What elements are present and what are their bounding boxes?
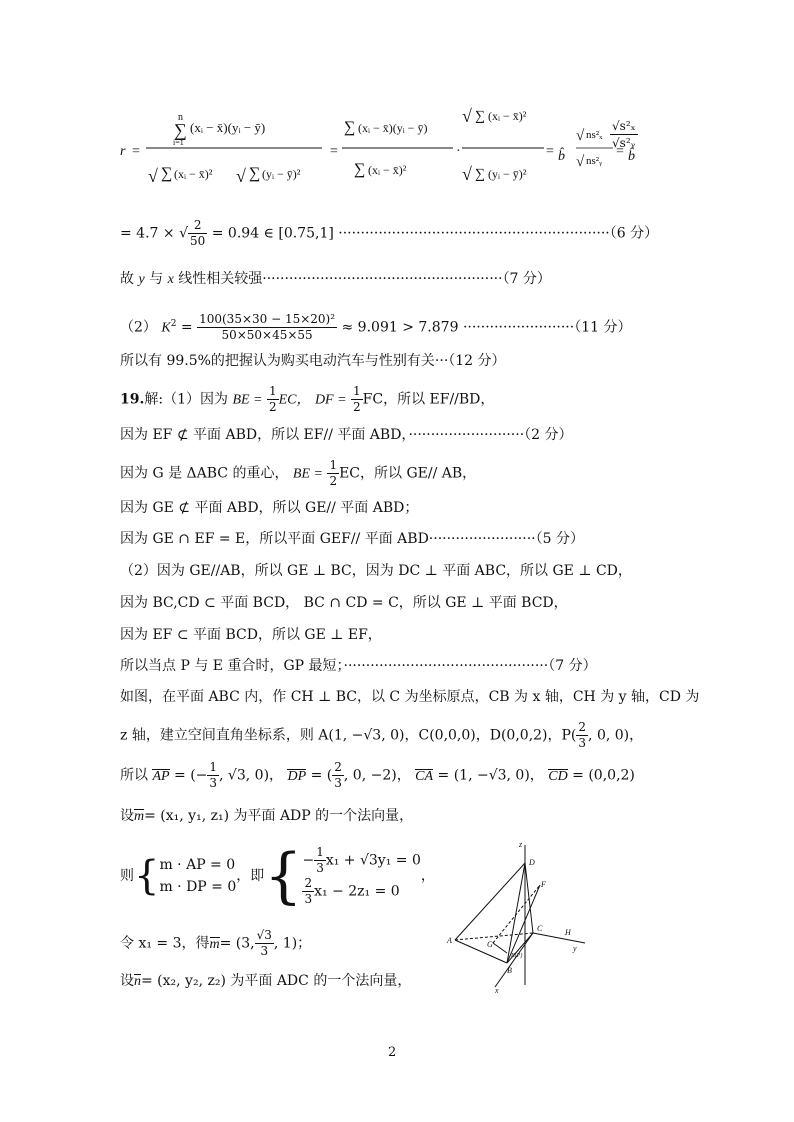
- l19-c: , 1)；: [273, 935, 312, 952]
- l18-b: ，即: [236, 868, 265, 884]
- svg-text:√: √: [148, 166, 158, 186]
- l19-fn: √3: [256, 928, 272, 942]
- line-conclusion: [120, 268, 551, 291]
- line-percent: 所以有 99.5%的把握认为购买电动汽车与性别有关···（12 分）: [120, 353, 506, 369]
- svg-text:√: √: [576, 128, 585, 144]
- l3-score: （11 分）: [574, 319, 632, 336]
- l9-score: （5 分）: [535, 531, 584, 547]
- l5-f2d: 2: [353, 400, 361, 414]
- l5-f2n: 1: [353, 384, 361, 398]
- svg-text:√: √: [462, 106, 472, 126]
- l13-score: （7 分）: [548, 658, 597, 674]
- l3-fraction: [197, 312, 337, 343]
- line-k-squared: （2） $K^2$ = $\frac{\text{100(35×30 − 15×20)²}}{50\times 50\times 45\times 55}$ ≈ 9.091 > 7.879 ·························（11 分）: [120, 312, 632, 342]
- l16-d: = (: [310, 767, 333, 784]
- geometry-figure: [445, 835, 605, 995]
- l15-fd: 3: [578, 736, 587, 750]
- l15-a: z 轴，建立空间直角坐标系，则 A(1, −√3, 0)，C(0,0,0)，D(0,0,2)，P(: [120, 727, 577, 744]
- fig-label-f: F: [541, 880, 546, 889]
- l20-b: = (x₂, y₂, z₂) 为平面 ADC 的一个法向量，: [141, 973, 412, 989]
- line-12: 因为 EF ⊂ 平面 BCD，所以 GE ⊥ EF，: [120, 627, 382, 643]
- line-13: [120, 655, 597, 677]
- l7-frac: [327, 458, 339, 489]
- l15-fn: 2: [578, 720, 587, 734]
- l5-frac-2: [351, 384, 363, 415]
- denominator-x: (xᵢ − x̄)²: [174, 167, 213, 181]
- sum-sign-dy: ∑: [249, 165, 261, 182]
- l3-den: 50×50×45×55: [221, 328, 313, 342]
- line-20: [120, 970, 411, 992]
- l16-c: , √3, 0)，: [219, 767, 284, 784]
- sum-lo: i=1: [173, 138, 184, 147]
- r-symbol: r: [120, 144, 126, 159]
- l16-e: , 0, −2)，: [343, 767, 411, 784]
- l5-e: FC，所以 EF//BD，: [362, 391, 495, 408]
- sum-sign-4: ∑: [475, 109, 485, 124]
- l3-k: K: [161, 320, 171, 336]
- l18-e2: x₁ − 2z₁ = 0: [314, 883, 400, 900]
- denominator-y: (yᵢ − ȳ)²: [262, 167, 301, 181]
- l9-a: 因为 GE ∩ EF = E，所以平面 GEF// 平面 ABD: [120, 531, 429, 547]
- l3-k-sup: 2: [170, 318, 177, 329]
- l18-e1: x₁ + √3y₁ = 0: [325, 852, 421, 869]
- l1-den: 50: [190, 234, 206, 248]
- l18-e2d: 3: [304, 892, 313, 906]
- vec-ca: CA: [415, 768, 434, 784]
- l1-pre: = 4.7 ×: [120, 225, 175, 242]
- sum-sign-dx: ∑: [161, 165, 173, 182]
- vec-dp: DP: [287, 768, 307, 784]
- sum-hi: n: [178, 112, 183, 123]
- l6-dots: ··························: [408, 427, 525, 443]
- l7-a: 因为 G 是 ΔABC 的重心，: [120, 465, 289, 482]
- denominator-y-2: (yᵢ − ȳ)²: [488, 167, 527, 181]
- vec-ap: AP: [152, 768, 170, 784]
- vec-n: n: [134, 974, 141, 989]
- l16-frac-2: [332, 760, 344, 791]
- l18-c: ，: [420, 868, 435, 884]
- l5-frac-1: [267, 384, 279, 415]
- l1-fraction: [188, 218, 207, 249]
- fig-label-h: H: [565, 928, 571, 937]
- l5-a: 解:（1）因为: [144, 391, 228, 408]
- l7-fd: 2: [329, 474, 338, 488]
- line-19: [120, 928, 311, 959]
- line-17: [120, 805, 413, 827]
- l3-dots: ·························: [462, 319, 575, 336]
- l16-f2d: 3: [334, 776, 342, 790]
- l13-a: 所以当点 P 与 E 重合时，GP 最短；: [120, 658, 344, 674]
- numerator-1: (xᵢ − x̄)(yᵢ − ȳ): [190, 120, 266, 135]
- eq-3: =: [546, 144, 554, 159]
- l2-a: 故: [120, 271, 134, 287]
- correlation-formula: [118, 100, 648, 200]
- line-9: [120, 528, 584, 550]
- svg-text:·: ·: [456, 144, 461, 159]
- s-y: s²ᵧ: [619, 136, 636, 150]
- vec-m-2: m: [209, 936, 220, 952]
- l18-e2n: 2: [304, 876, 313, 890]
- question-number: 19.: [120, 391, 145, 408]
- svg-text:√: √: [576, 154, 585, 170]
- l5-d: DF =: [314, 392, 347, 408]
- l15-frac: [576, 720, 588, 751]
- s-ratio: √s²ₓ √s²ᵧ: [612, 119, 636, 150]
- l3-post: ≈ 9.091 > 7.879: [341, 319, 459, 336]
- fig-label-x: x: [495, 986, 499, 995]
- l19-fd: 3: [260, 944, 269, 958]
- denominator-x-3: (xᵢ − x̄)²: [488, 109, 527, 123]
- s-x: s²ₓ: [619, 119, 636, 133]
- b-hat-2: b̂: [628, 149, 635, 164]
- l2-x: x: [167, 272, 174, 287]
- line-11: 因为 BC,CD ⊂ 平面 BCD， BC ∩ CD = C，所以 GE ⊥ 平面 BCD，: [120, 595, 568, 611]
- ns-x: ns²ₓ: [586, 129, 603, 141]
- l1-score: （6 分）: [609, 225, 659, 242]
- l5-f1n: 1: [268, 384, 277, 398]
- l7-fn: 1: [329, 458, 338, 472]
- fig-label-y: y: [573, 944, 577, 953]
- l1-dots: ·····························································: [338, 225, 610, 242]
- l5-b: BE =: [232, 392, 263, 408]
- line-16: [120, 760, 635, 791]
- eq-2: =: [330, 144, 338, 159]
- vec-m: m: [134, 809, 145, 824]
- line-14: 如图，在平面 ABC 内，作 CH ⊥ BC，以 C 为坐标原点，CB 为 x 轴，CH 为 y 轴，CD 为: [120, 689, 700, 705]
- l3-a: （2）: [120, 319, 157, 336]
- l16-f: = (1, −√3, 0)，: [437, 767, 544, 784]
- l1-post: = 0.94 ∈ [0.75,1]: [211, 225, 334, 242]
- l2-score: （7 分）: [502, 271, 551, 287]
- denominator-x-2: (xᵢ − x̄)²: [368, 163, 407, 177]
- l19-frac: [255, 928, 274, 959]
- l2-y: y: [138, 272, 145, 287]
- l6-score: （2 分）: [524, 427, 573, 443]
- fig-label-z: z: [519, 840, 523, 849]
- l16-g: = (0,0,2): [572, 767, 635, 784]
- line-q19-start: [120, 384, 494, 415]
- vec-cd: CD: [548, 768, 568, 784]
- line-7: [120, 458, 476, 489]
- l18-a: 则: [120, 868, 134, 884]
- system-1: [159, 854, 236, 898]
- l2-b: 与: [149, 271, 164, 287]
- line-15: [120, 720, 643, 751]
- eq-1: =: [132, 144, 140, 159]
- l16-fn: 1: [209, 760, 218, 774]
- fig-label-e: E(P): [511, 953, 523, 959]
- svg-text:√: √: [236, 166, 246, 186]
- l1-num: 2: [188, 218, 207, 234]
- page-number: 2: [388, 1045, 397, 1060]
- system-2: − $\frac{1}{3}$ x₁ + √3y₁ = 0 $\frac{2}{3}$ x₁ − 2z₁ = 0: [302, 845, 421, 906]
- sum-sign-5: ∑: [475, 167, 485, 182]
- fig-label-a: A: [447, 936, 452, 945]
- l16-fd: 3: [209, 776, 218, 790]
- fig-label-g: G: [487, 940, 493, 949]
- ns-y: ns²ᵧ: [586, 155, 602, 167]
- l16-f2n: 2: [334, 760, 342, 774]
- l19-a: 令 x₁ = 3，得: [120, 935, 210, 952]
- numerator-2: (xᵢ − x̄)(yᵢ − ȳ): [358, 121, 428, 135]
- l2-c: 线性相关较强: [178, 271, 263, 287]
- l19-b: = (3,: [219, 935, 255, 952]
- l7-c: EC，所以 GE// AB，: [339, 465, 477, 482]
- sum-sign-2: ∑: [344, 119, 356, 136]
- eq-4: =: [616, 144, 624, 159]
- l18-e1n: 1: [316, 845, 324, 859]
- l16-b: = (−: [174, 767, 208, 784]
- l5-c: EC，: [278, 392, 311, 408]
- l16-frac-1: [207, 760, 219, 791]
- line-18: 则{ m · AP = 0 m · DP = 0 ，即{ − $\frac{1}{3}$ x₁ + √3y₁ = 0 $\frac{2}{3}$ x₁ − 2z₁ = 0 ，: [120, 841, 435, 911]
- l7-b: BE =: [292, 466, 323, 482]
- l20-a: 设: [120, 973, 134, 989]
- l18-r1: m · AP = 0: [159, 857, 236, 873]
- l15-b: , 0, 0)，: [588, 727, 644, 744]
- l6-a: 因为 EF ⊄ 平面 ABD，所以 EF// 平面 ABD，: [120, 427, 409, 443]
- fig-label-d: D: [529, 858, 535, 867]
- l5-f1d: 2: [268, 400, 277, 414]
- line-10: （2）因为 GE//AB，所以 GE ⊥ BC，因为 DC ⊥ 平面 ABC，所以 GE ⊥ CD，: [120, 563, 632, 579]
- fig-label-c: C: [537, 924, 543, 933]
- l2-dots: ······················································: [262, 271, 503, 287]
- l13-dots: ··············································: [343, 658, 549, 674]
- sum-sign-3: ∑: [354, 161, 366, 178]
- l16-a: 所以: [120, 767, 148, 784]
- fig-label-b: B: [507, 966, 512, 975]
- l18-r2: m · DP = 0: [159, 879, 237, 895]
- l9-dots: ························: [428, 531, 536, 547]
- l18-e1d: 3: [316, 861, 324, 875]
- svg-text:√: √: [462, 164, 472, 184]
- line-8: 因为 GE ⊄ 平面 ABD，所以 GE// 平面 ABD；: [120, 500, 419, 516]
- line-r-value: = 4.7 × √ $\frac{2}{50}$ = 0.94 ∈ [0.75,1] ·····························································（6 分）: [120, 218, 659, 248]
- l17-a: 设: [120, 808, 134, 824]
- l3-num: 100(35×30 − 15×20)²: [199, 312, 336, 326]
- l17-b: = (x₁, y₁, z₁) 为平面 ADP 的一个法向量，: [144, 808, 414, 824]
- sum-sign: ∑: [174, 120, 187, 140]
- b-hat-1: b̂: [558, 149, 565, 164]
- line-6: [120, 424, 573, 446]
